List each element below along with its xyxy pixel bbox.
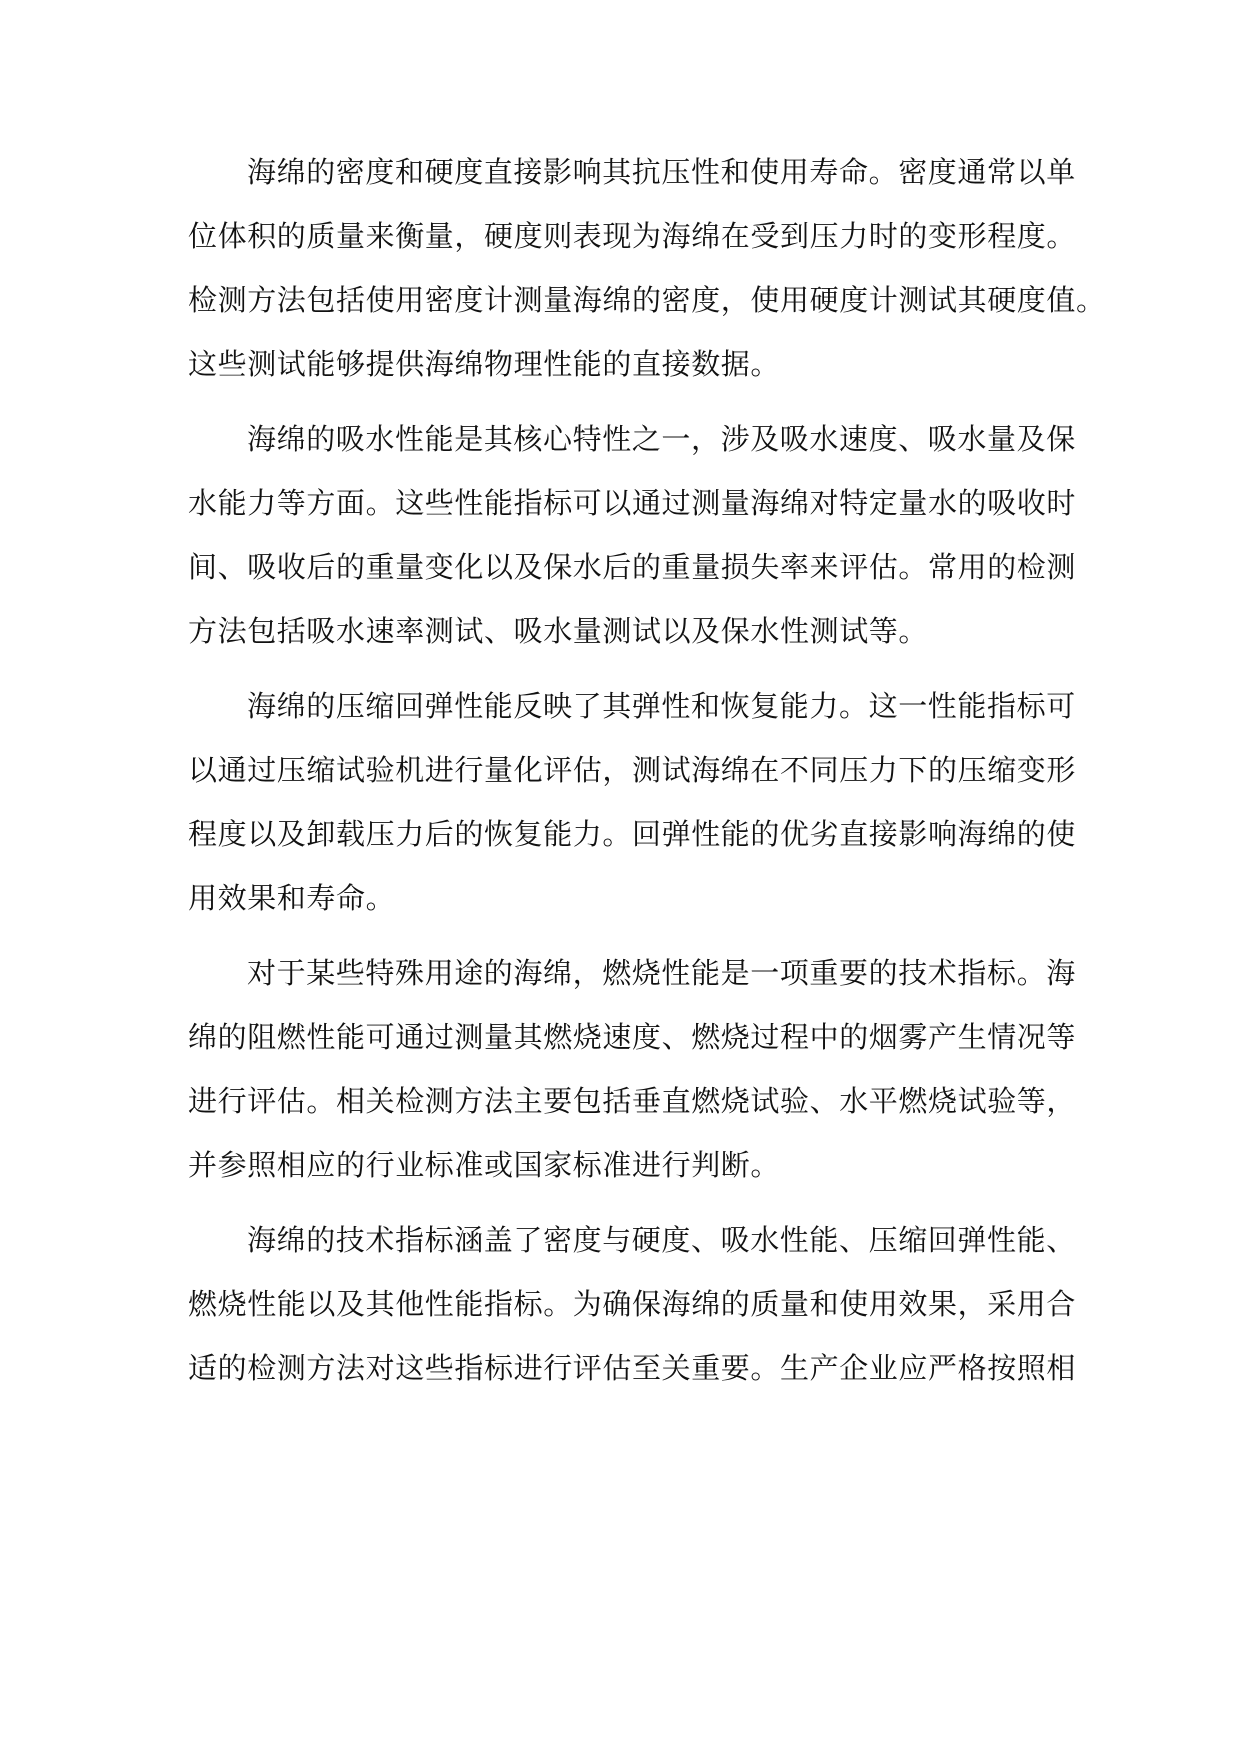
paragraph-5-line-1: 海绵的技术指标涵盖了密度与硬度、吸水性能、压缩回弹性能、 xyxy=(247,1223,1076,1257)
paragraph-4-line-1: 对于某些特殊用途的海绵，燃烧性能是一项重要的技术指标。海 xyxy=(247,956,1076,990)
paragraph-3-line-2: 以通过压缩试验机进行量化评估，测试海绵在不同压力下的压缩变形 xyxy=(188,753,1077,787)
paragraph-2-line-1: 海绵的吸水性能是其核心特性之一，涉及吸水速度、吸水量及保 xyxy=(247,422,1076,456)
paragraph-1-line-4: 这些测试能够提供海绵物理性能的直接数据。 xyxy=(188,347,781,381)
paragraph-2-line-4: 方法包括吸水速率测试、吸水量测试以及保水性测试等。 xyxy=(188,614,929,648)
paragraph-1-line-3: 检测方法包括使用密度计测量海绵的密度，使用硬度计测试其硬度值。 xyxy=(188,283,1106,317)
paragraph-4-line-3: 进行评估。相关检测方法主要包括垂直燃烧试验、水平燃烧试验等， xyxy=(188,1084,1077,1118)
paragraph-3-line-4: 用效果和寿命。 xyxy=(188,881,396,915)
paragraph-2-line-2: 水能力等方面。这些性能指标可以通过测量海绵对特定量水的吸收时 xyxy=(188,486,1077,520)
paragraph-5-line-3: 适的检测方法对这些指标进行评估至关重要。生产企业应严格按照相 xyxy=(188,1351,1077,1385)
paragraph-3-line-3: 程度以及卸载压力后的恢复能力。回弹性能的优劣直接影响海绵的使 xyxy=(188,817,1077,851)
paragraph-4-line-4: 并参照相应的行业标准或国家标准进行判断。 xyxy=(188,1148,781,1182)
paragraph-4-line-2: 绵的阻燃性能可通过测量其燃烧速度、燃烧过程中的烟雾产生情况等 xyxy=(188,1020,1077,1054)
paragraph-2-line-3: 间、吸收后的重量变化以及保水后的重量损失率来评估。常用的检测 xyxy=(188,550,1077,584)
paragraph-1-line-2: 位体积的质量来衡量，硬度则表现为海绵在受到压力时的变形程度。 xyxy=(188,219,1077,253)
paragraph-5-line-2: 燃烧性能以及其他性能指标。为确保海绵的质量和使用效果，采用合 xyxy=(188,1287,1077,1321)
paragraph-3-line-1: 海绵的压缩回弹性能反映了其弹性和恢复能力。这一性能指标可 xyxy=(247,689,1076,723)
paragraph-1-line-1: 海绵的密度和硬度直接影响其抗压性和使用寿命。密度通常以单 xyxy=(247,155,1076,189)
